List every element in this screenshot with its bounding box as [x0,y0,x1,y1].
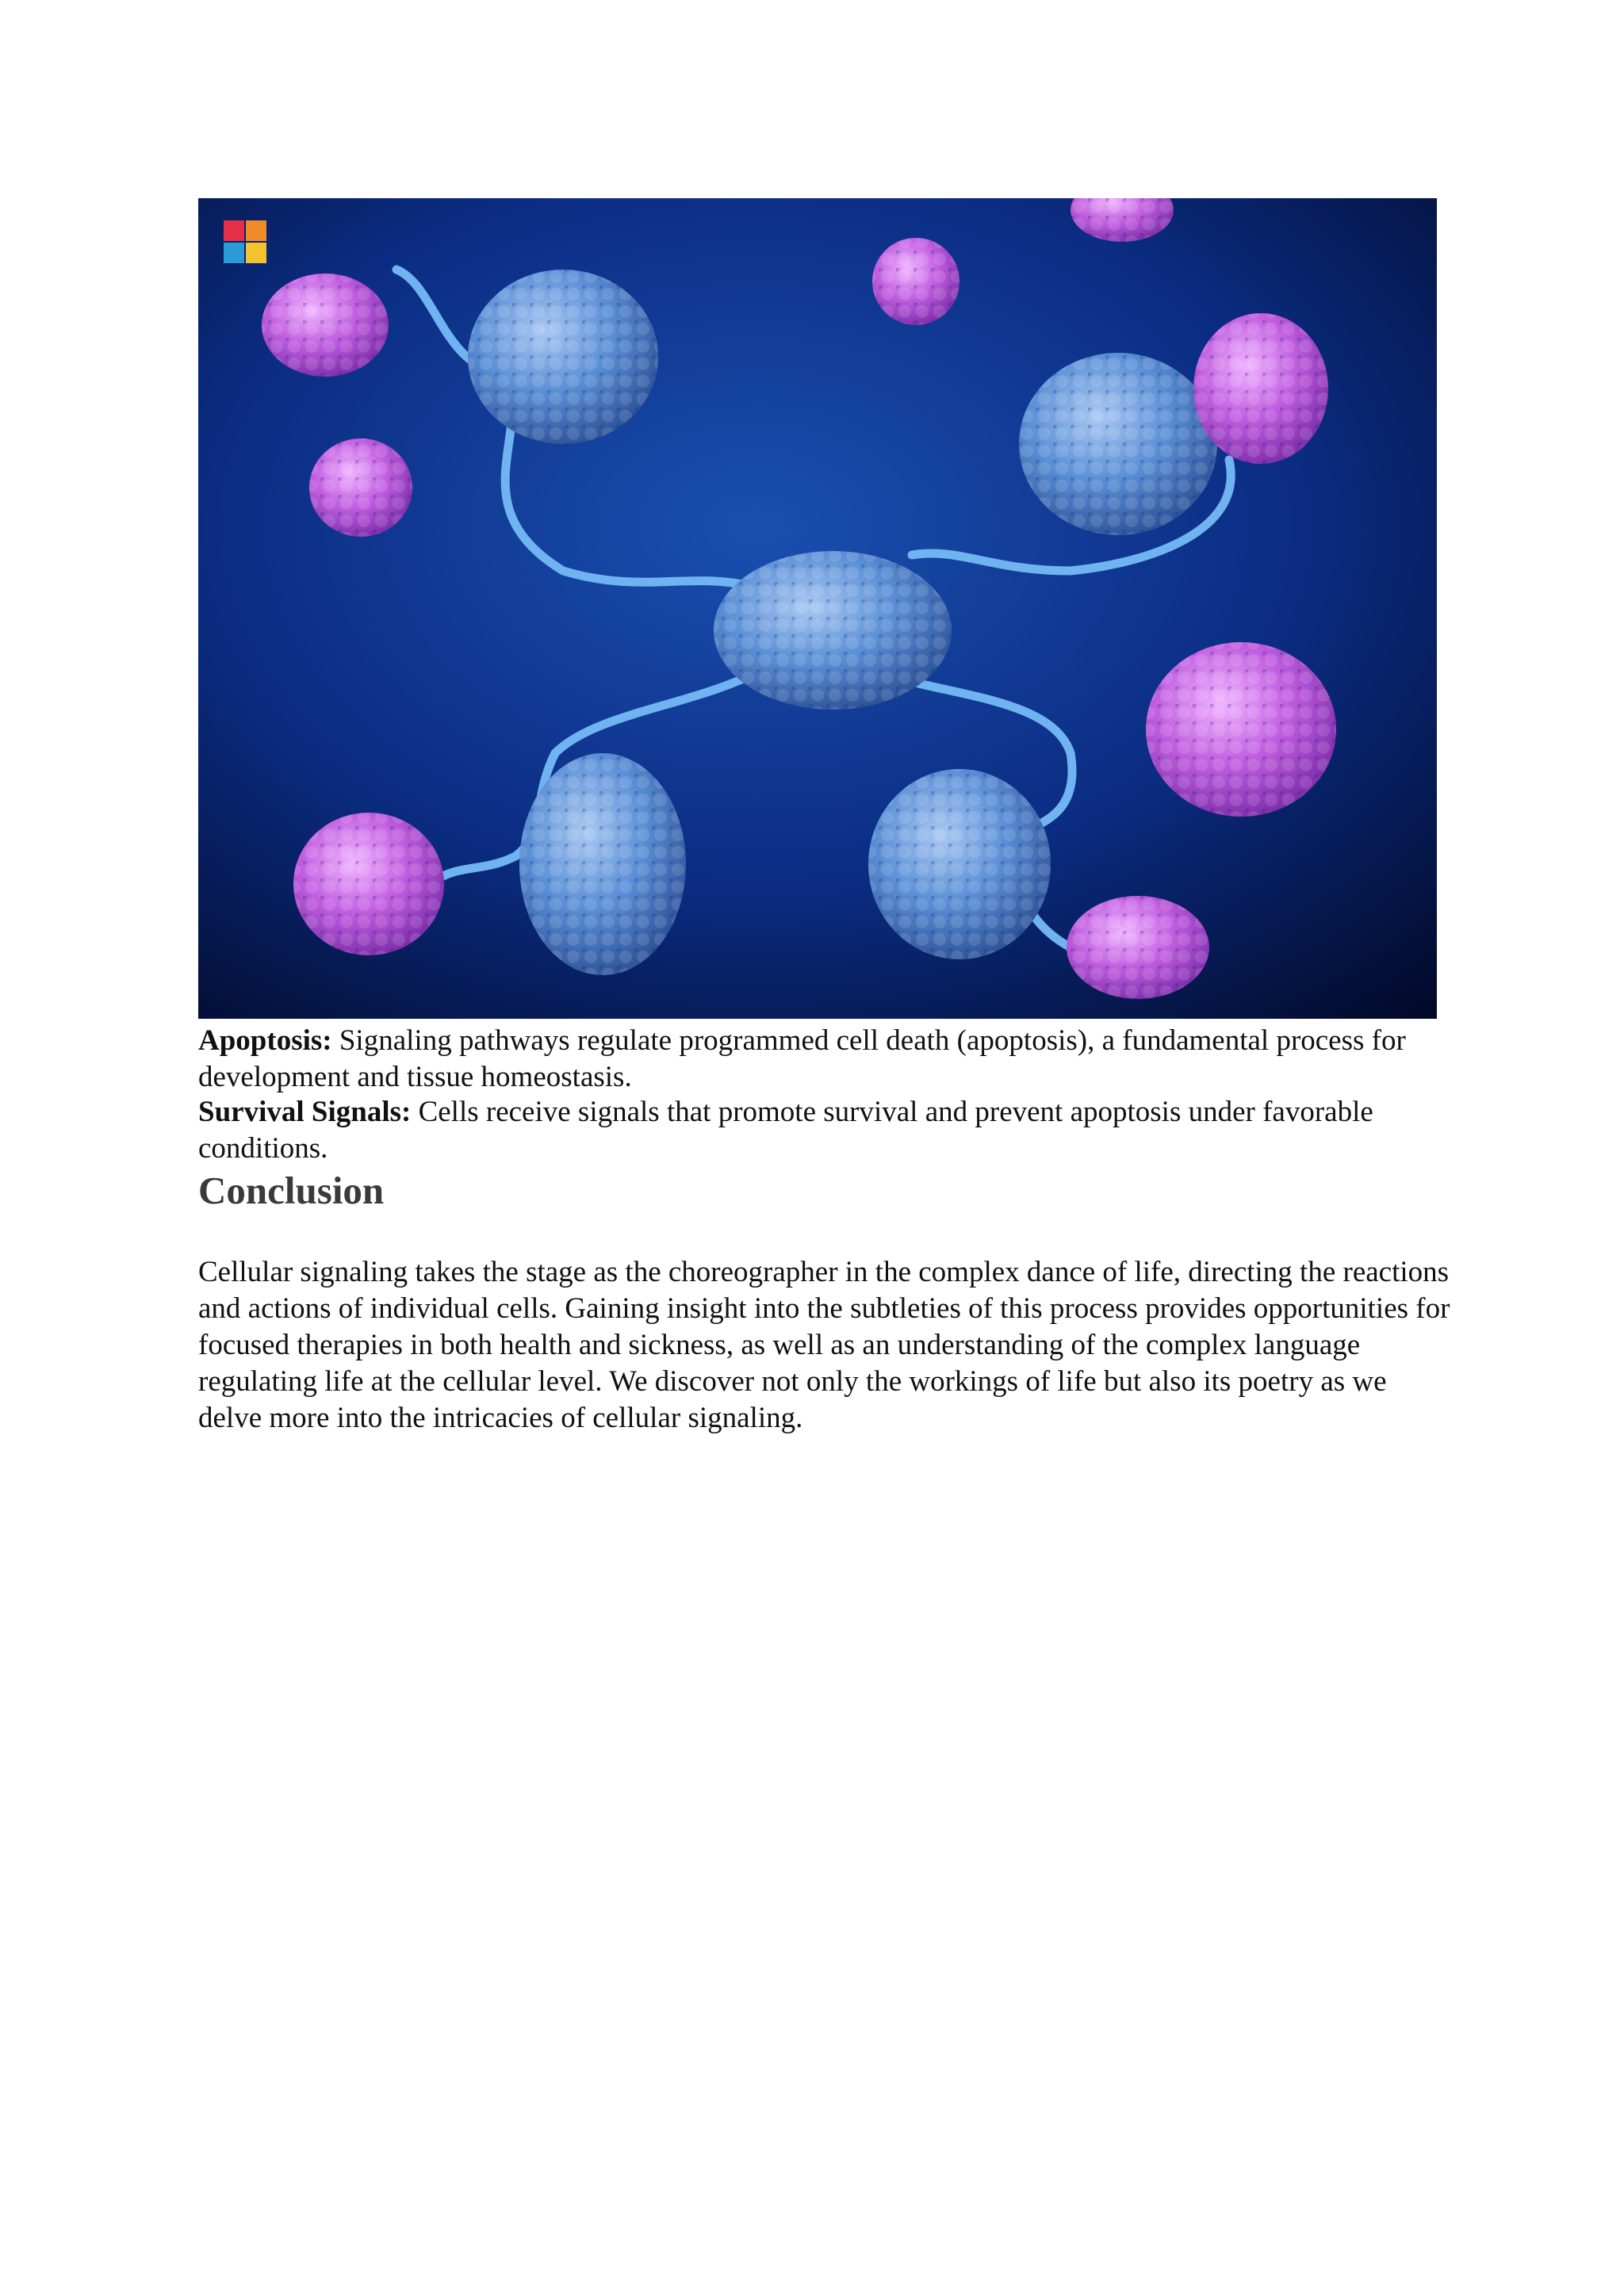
conclusion-paragraph: Cellular signaling takes the stage as the choreographer in the complex dance of life, directing the reactions and actions of individual cells. Gaining insight into the subtleties of this process provides opportunities for focused therapies in both health and sickness, as well as an understanding of the complex language regulating life at the cellular level. We discover not only the workings of life but also its poetry as we delve more into the intricacies of cellular signaling. [198,1256,1450,1434]
bullet-text: Signaling pathways regulate programmed cell death (apoptosis), a fundamental process for development and tissue homeostasis. [198,1024,1406,1093]
protein-illustration [198,198,1437,1019]
bullet-term: Survival Signals: [198,1096,412,1128]
bullet-term: Apoptosis: [198,1024,332,1057]
conclusion-heading: Conclusion [198,1169,385,1212]
protein-illustration-svg [198,198,1437,1019]
bullet-text: Cells receive signals that promote survival and prevent apoptosis under favorable conditions. [198,1096,1373,1165]
bullet-apoptosis [198,1023,1451,1096]
bullet-survival-signals [198,1094,1451,1167]
